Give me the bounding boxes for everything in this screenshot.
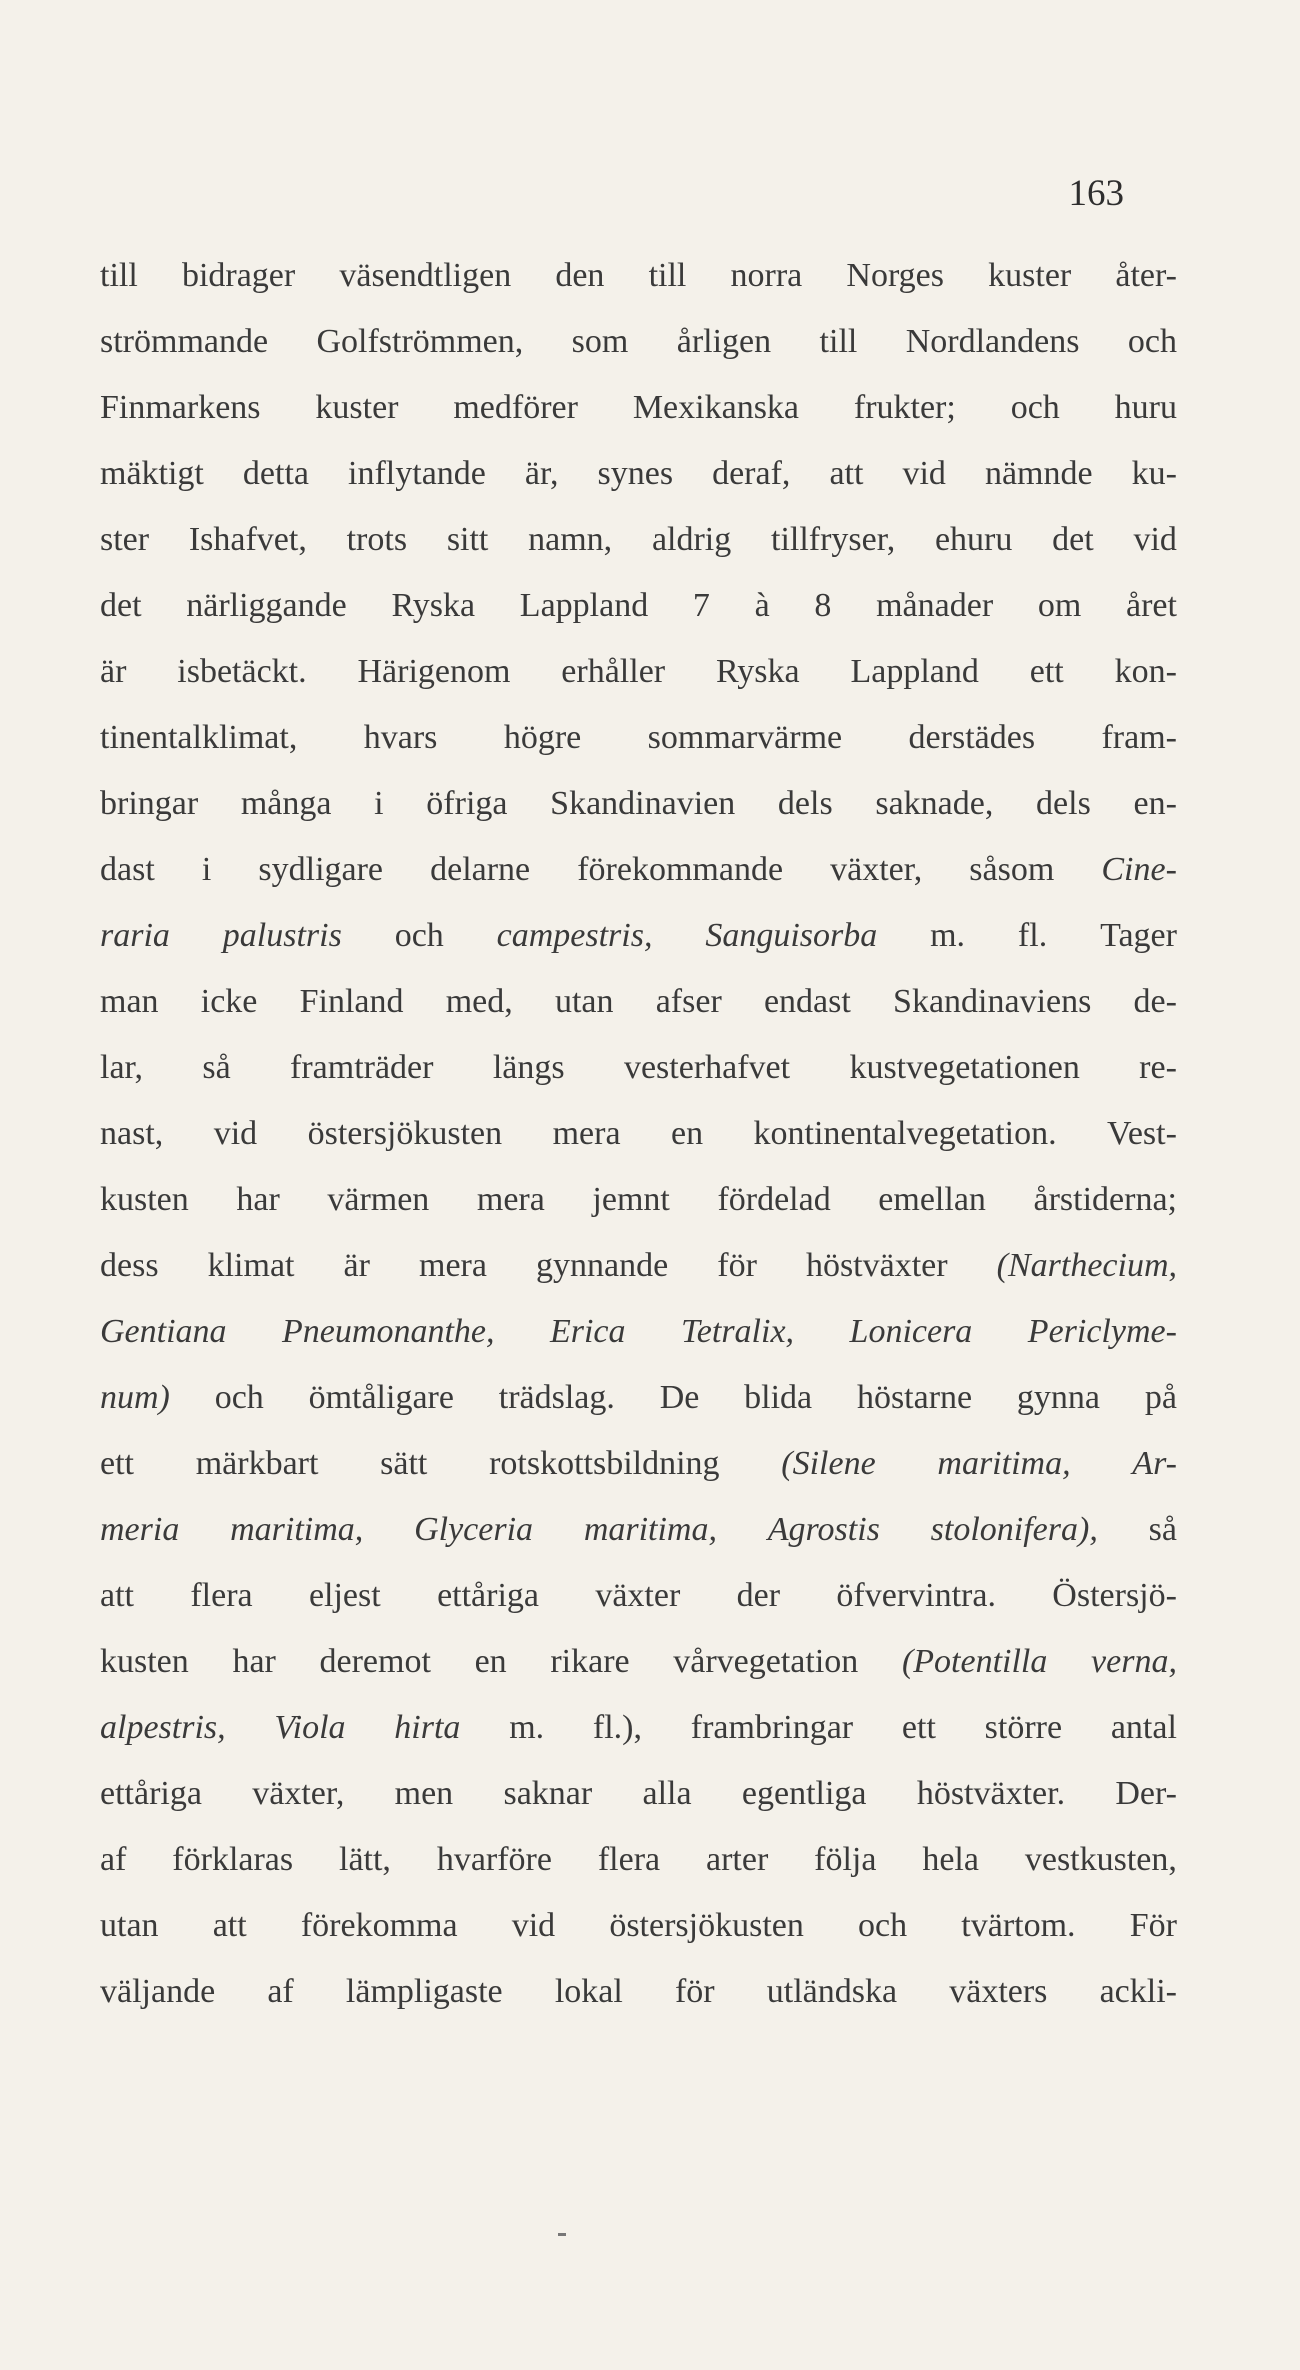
word: väljande — [100, 1973, 216, 2010]
word: Tetralix, — [681, 1313, 795, 1350]
word: emellan — [878, 1181, 986, 1218]
text-line — [100, 1497, 1177, 1563]
word: värmen — [327, 1181, 430, 1218]
word: fram- — [1101, 719, 1177, 756]
text-line — [100, 1893, 1177, 1959]
word: vårvegetation — [673, 1643, 859, 1680]
word: Östersjö- — [1052, 1577, 1177, 1614]
word: och — [1127, 323, 1177, 360]
word: dast — [100, 851, 155, 888]
word: öfriga — [426, 785, 508, 822]
word: kuster — [988, 257, 1072, 294]
text-line — [100, 1167, 1177, 1233]
word: (Silene — [781, 1445, 876, 1482]
word: derstädes — [908, 719, 1036, 756]
word: ett — [100, 1445, 134, 1482]
word: frukter; — [853, 389, 956, 426]
text-line — [100, 1365, 1177, 1431]
word: månader — [876, 587, 994, 624]
word: antal — [1110, 1709, 1177, 1746]
word: många — [240, 785, 332, 822]
word: maritima, — [230, 1511, 364, 1548]
word: afser — [655, 983, 722, 1020]
word: raria — [100, 917, 170, 954]
word: jemnt — [592, 1181, 670, 1218]
word: Pneumonanthe, — [282, 1313, 495, 1350]
word: fördelad — [717, 1181, 831, 1218]
word: för — [674, 1973, 715, 2010]
word: Finmarkens — [100, 389, 261, 426]
word: årligen — [676, 323, 772, 360]
word: sommarvärme — [647, 719, 843, 756]
word: Vest- — [1107, 1115, 1177, 1152]
word: med, — [445, 983, 513, 1020]
word: af — [100, 1841, 127, 1878]
text-line — [100, 441, 1177, 507]
word: vid — [213, 1115, 258, 1152]
word: Lonicera — [849, 1313, 973, 1350]
word: hvars — [363, 719, 438, 756]
word: Der- — [1115, 1775, 1177, 1812]
page-number: 163 — [1068, 173, 1124, 214]
word: 8 — [814, 587, 832, 624]
word: ettåriga — [100, 1775, 202, 1812]
word: gynna — [1016, 1379, 1101, 1416]
word: vid — [902, 455, 946, 492]
word: à — [754, 587, 770, 624]
word: att — [829, 455, 864, 492]
word: lar, — [100, 1049, 143, 1086]
word: arter — [706, 1841, 769, 1878]
word: Lappland — [519, 587, 649, 624]
word: dels — [1036, 785, 1091, 822]
word: växter, — [252, 1775, 345, 1812]
word: frambringar — [690, 1709, 854, 1746]
word: klimat — [207, 1247, 295, 1284]
word: fl. — [1017, 917, 1048, 954]
word: meria — [100, 1511, 180, 1548]
word: ackli- — [1099, 1973, 1177, 2010]
word: blida — [744, 1379, 813, 1416]
word: större — [984, 1709, 1063, 1746]
word: på — [1144, 1379, 1177, 1416]
word: kon- — [1114, 653, 1177, 690]
word: mera — [476, 1181, 545, 1218]
word: aldrig — [651, 521, 732, 558]
word: De — [659, 1379, 700, 1416]
word: rotskottsbildning — [489, 1445, 720, 1482]
word: sitt — [446, 521, 489, 558]
word: saknade, — [875, 785, 994, 822]
word: i — [201, 851, 212, 888]
word: Viola — [274, 1709, 346, 1746]
word: höstarne — [856, 1379, 973, 1416]
word: till — [819, 323, 858, 360]
word: årstiderna; — [1033, 1181, 1177, 1218]
word: vestkusten, — [1024, 1841, 1177, 1878]
word: sydligare — [258, 851, 384, 888]
word: hirta — [394, 1709, 461, 1746]
word: tinentalklimat, — [100, 719, 298, 756]
word: vesterhafvet — [623, 1049, 791, 1086]
word: nast, — [100, 1115, 164, 1152]
word: Ar- — [1132, 1445, 1177, 1482]
word: ettåriga — [437, 1577, 539, 1614]
word: till — [100, 257, 138, 294]
word: en — [670, 1115, 704, 1152]
word: isbetäckt. — [177, 653, 307, 690]
word: följa — [814, 1841, 877, 1878]
word: är — [343, 1247, 370, 1284]
text-line — [100, 903, 1177, 969]
text-line — [100, 1959, 1177, 2025]
word: re- — [1139, 1049, 1177, 1086]
word: Skandinavien — [550, 785, 736, 822]
word: såsom — [969, 851, 1055, 888]
word: alla — [642, 1775, 692, 1812]
word: Erica — [549, 1313, 626, 1350]
word: växter — [595, 1577, 681, 1614]
word: trädslag. — [498, 1379, 615, 1416]
word: 7 — [692, 587, 710, 624]
word: namn, — [528, 521, 613, 558]
word: der — [736, 1577, 781, 1614]
word: och — [214, 1379, 264, 1416]
word: man — [100, 983, 159, 1020]
word: till — [648, 257, 687, 294]
text-line — [100, 243, 1177, 309]
text-line — [100, 1761, 1177, 1827]
word: det — [100, 587, 142, 624]
word: synes — [597, 455, 674, 492]
word: lätt, — [339, 1841, 391, 1878]
word: vid — [1133, 521, 1177, 558]
word: fl.), — [592, 1709, 642, 1746]
text-line — [100, 1101, 1177, 1167]
word: utan — [554, 983, 614, 1020]
stray-mark — [558, 2233, 566, 2236]
word: att — [212, 1907, 247, 1944]
word: ster — [100, 521, 150, 558]
word: i — [374, 785, 384, 822]
word: de- — [1133, 983, 1177, 1020]
word: har — [232, 1643, 276, 1680]
word: egentliga — [741, 1775, 867, 1812]
text-line — [100, 1629, 1177, 1695]
word: förekommande — [577, 851, 784, 888]
word: m. — [509, 1709, 545, 1746]
word: palustris — [222, 917, 342, 954]
text-line — [100, 1233, 1177, 1299]
word: erhåller — [561, 653, 666, 690]
word: mera — [552, 1115, 621, 1152]
word: saknar — [503, 1775, 593, 1812]
word: norra — [730, 257, 803, 294]
body-text — [100, 243, 1177, 2025]
text-line — [100, 1035, 1177, 1101]
word: vid — [511, 1907, 556, 1944]
text-line — [100, 1299, 1177, 1365]
word: att — [100, 1577, 134, 1614]
word: endast — [763, 983, 851, 1020]
word: medförer — [453, 389, 578, 426]
word: höstväxter. — [916, 1775, 1066, 1812]
word: Glyceria — [414, 1511, 534, 1548]
word: är, — [524, 455, 559, 492]
word: Ryska — [391, 587, 476, 624]
word: öfvervintra. — [836, 1577, 996, 1614]
word: lokal — [554, 1973, 623, 2010]
word: sätt — [380, 1445, 428, 1482]
word: kuster — [315, 389, 399, 426]
word: trots — [346, 521, 408, 558]
word: som — [571, 323, 629, 360]
word: bidrager — [181, 257, 296, 294]
word: maritima, — [583, 1511, 717, 1548]
text-line — [100, 1563, 1177, 1629]
word: Sanguisorba — [705, 917, 878, 954]
word: Finland — [299, 983, 404, 1020]
word: flera — [190, 1577, 253, 1614]
word: campestris, — [496, 917, 653, 954]
word: m. — [930, 917, 966, 954]
word: Golfströmmen, — [316, 323, 524, 360]
word: ett — [901, 1709, 936, 1746]
word: bringar — [100, 785, 199, 822]
text-line — [100, 1431, 1177, 1497]
word: Agrostis — [767, 1511, 880, 1548]
word: Nordlandens — [905, 323, 1080, 360]
word: höstväxter — [805, 1247, 948, 1284]
text-line — [100, 507, 1177, 573]
word: kusten — [100, 1643, 189, 1680]
word: en — [474, 1643, 507, 1680]
word: har — [236, 1181, 280, 1218]
word: eljest — [308, 1577, 381, 1614]
word: förekomma — [300, 1907, 458, 1944]
word: Skandinaviens — [893, 983, 1092, 1020]
word: ehuru — [934, 521, 1013, 558]
word: och — [858, 1907, 908, 1944]
word: För — [1129, 1907, 1177, 1944]
word: om — [1037, 587, 1082, 624]
word: mera — [419, 1247, 487, 1284]
word: detta — [242, 455, 309, 492]
word: (Narthecium, — [996, 1247, 1177, 1284]
word: förklaras — [172, 1841, 294, 1878]
text-line — [100, 639, 1177, 705]
word: delarne — [430, 851, 531, 888]
word: rikare — [550, 1643, 630, 1680]
word: Tager — [1100, 917, 1177, 954]
word: kustvegetationen — [849, 1049, 1080, 1086]
word: så — [1148, 1511, 1177, 1548]
word: hvarföre — [436, 1841, 552, 1878]
word: nämnde — [984, 455, 1093, 492]
word: högre — [503, 719, 582, 756]
word: lämpligaste — [345, 1973, 503, 2010]
word: kusten — [100, 1181, 189, 1218]
word: dels — [777, 785, 833, 822]
word: Cine- — [1101, 851, 1177, 888]
word: så — [202, 1049, 231, 1086]
text-line — [100, 375, 1177, 441]
word: närliggande — [186, 587, 347, 624]
word: Gentiana — [100, 1313, 227, 1350]
word: stolonifera), — [930, 1511, 1098, 1548]
word: Ryska — [715, 653, 800, 690]
word: verna, — [1091, 1643, 1177, 1680]
word: utländska — [766, 1973, 898, 2010]
word: num) — [100, 1379, 170, 1416]
word: huru — [1114, 389, 1177, 426]
word: inflytande — [348, 455, 486, 492]
word: tvärtom. — [961, 1907, 1076, 1944]
word: den — [555, 257, 605, 294]
word: deremot — [319, 1643, 431, 1680]
word: Periclyme- — [1027, 1313, 1177, 1350]
word: är — [100, 653, 127, 690]
word: maritima, — [937, 1445, 1071, 1482]
word: kontinentalvegetation. — [753, 1115, 1057, 1152]
word: en- — [1133, 785, 1177, 822]
word: för — [717, 1247, 757, 1284]
word: östersjökusten — [307, 1115, 503, 1152]
text-line — [100, 1695, 1177, 1761]
word: ett — [1029, 653, 1064, 690]
text-line — [100, 705, 1177, 771]
word: det — [1052, 521, 1094, 558]
word: växter, — [830, 851, 923, 888]
word: Mexikanska — [632, 389, 800, 426]
word: (Potentilla — [901, 1643, 1048, 1680]
word: men — [394, 1775, 454, 1812]
word: året — [1126, 587, 1177, 624]
word: icke — [200, 983, 258, 1020]
word: och — [1010, 389, 1060, 426]
word: växters — [949, 1973, 1048, 2010]
word: utan — [100, 1907, 159, 1944]
word: af — [267, 1973, 294, 2010]
word: Lappland — [850, 653, 979, 690]
word: och — [394, 917, 444, 954]
word: Härigenom — [357, 653, 511, 690]
word: Norges — [846, 257, 944, 294]
word: östersjökusten — [609, 1907, 804, 1944]
text-line — [100, 837, 1177, 903]
word: mäktigt — [100, 455, 204, 492]
word: gynnande — [536, 1247, 669, 1284]
word: Ishafvet, — [188, 521, 307, 558]
word: strömmande — [100, 323, 269, 360]
word: ku- — [1131, 455, 1177, 492]
word: åter- — [1115, 257, 1177, 294]
text-line — [100, 309, 1177, 375]
word: dess — [100, 1247, 159, 1284]
word: flera — [597, 1841, 661, 1878]
word: hela — [922, 1841, 979, 1878]
word: tillfryser, — [771, 521, 896, 558]
text-line — [100, 969, 1177, 1035]
text-line — [100, 771, 1177, 837]
word: väsendtligen — [339, 257, 512, 294]
word: märkbart — [195, 1445, 319, 1482]
word: alpestris, — [100, 1709, 226, 1746]
word: deraf, — [712, 455, 791, 492]
word: ömtåligare — [308, 1379, 454, 1416]
word: längs — [492, 1049, 565, 1086]
word: framträder — [290, 1049, 434, 1086]
text-line — [100, 573, 1177, 639]
text-line — [100, 1827, 1177, 1893]
